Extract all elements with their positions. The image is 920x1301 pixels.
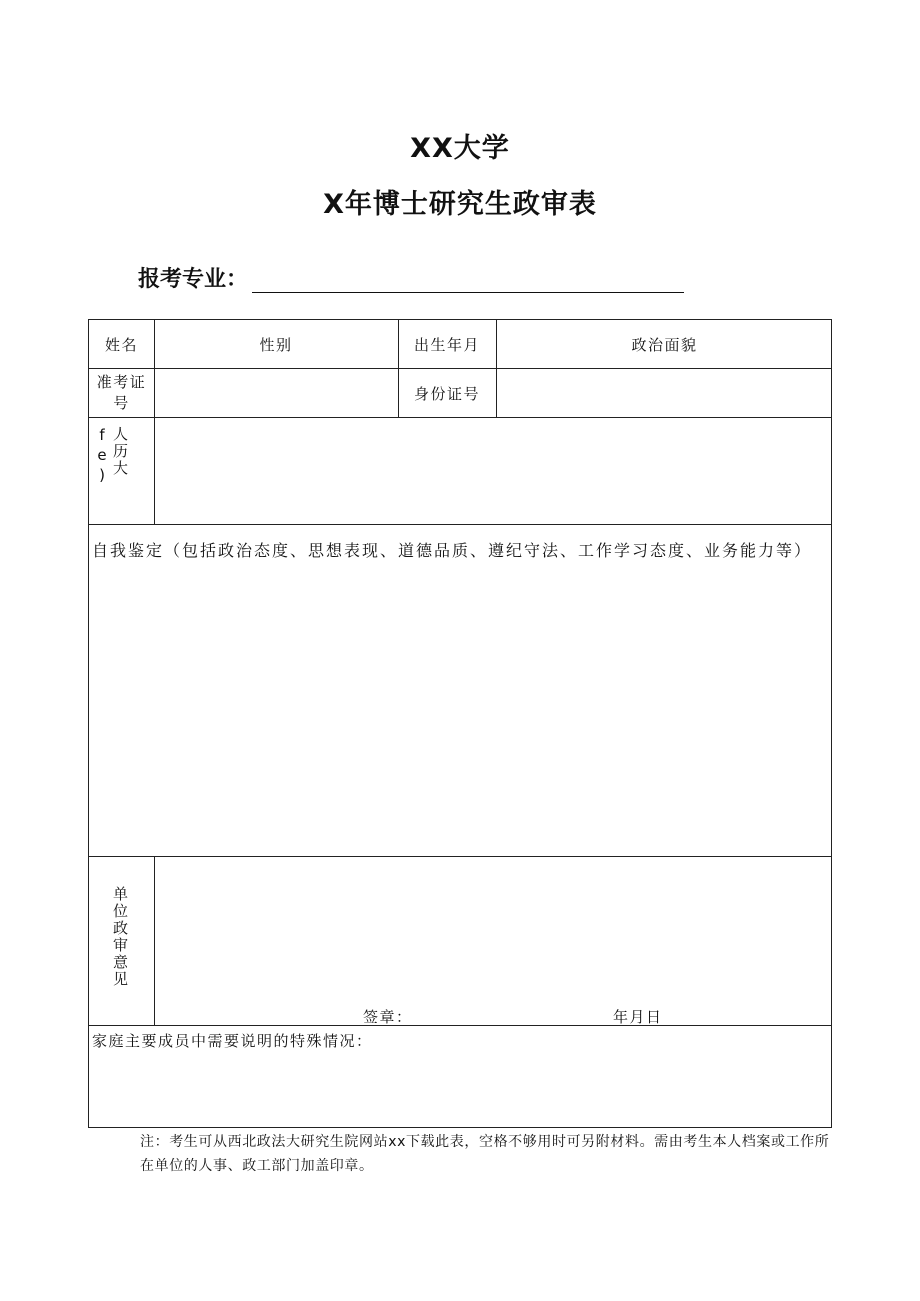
gender-label: 性别	[259, 336, 293, 354]
resume-label: 人历大fe)	[93, 426, 129, 486]
row-divider	[89, 524, 831, 525]
exam-id-label-line1: 准考证	[96, 373, 147, 391]
major-field[interactable]	[138, 262, 684, 293]
footnote: 注：考生可从西北政法大研究生院网站xx下载此表，空格不够用时可另附材料。需由考生本人档案或工作所在单位的人事、政工部门加盖印章。	[140, 1134, 830, 1174]
name-label: 姓名	[104, 336, 138, 354]
resume-field[interactable]	[155, 418, 833, 523]
date-label: 年月日	[613, 1008, 663, 1026]
exam-id-label	[89, 372, 154, 414]
birth-label: 出生年月	[413, 336, 480, 354]
major-underline[interactable]	[252, 268, 684, 293]
row-divider	[89, 1025, 831, 1026]
self-evaluation-label: 自我鉴定（包括政治态度、思想表现、道德品质、遵纪守法、工作学习态度、业务能力等）	[92, 541, 813, 560]
form-title: X年博士研究生政审表	[323, 189, 597, 220]
political-status-label: 政治面貌	[631, 336, 698, 354]
seal-label: 签章：	[363, 1008, 413, 1026]
exam-id-field[interactable]	[155, 369, 398, 416]
unit-review-field[interactable]	[155, 857, 833, 1024]
exam-id-label-line2: 号	[113, 394, 130, 412]
university-title: XX大学	[410, 133, 510, 164]
major-label: 报考专业：	[138, 267, 249, 292]
unit-review-label: 单位政审意见	[111, 886, 129, 988]
id-card-label: 身份证号	[413, 385, 480, 403]
family-situation-label: 家庭主要成员中需要说明的特殊情况：	[92, 1032, 373, 1050]
id-card-field[interactable]	[497, 369, 833, 416]
review-form-table	[88, 319, 832, 1128]
